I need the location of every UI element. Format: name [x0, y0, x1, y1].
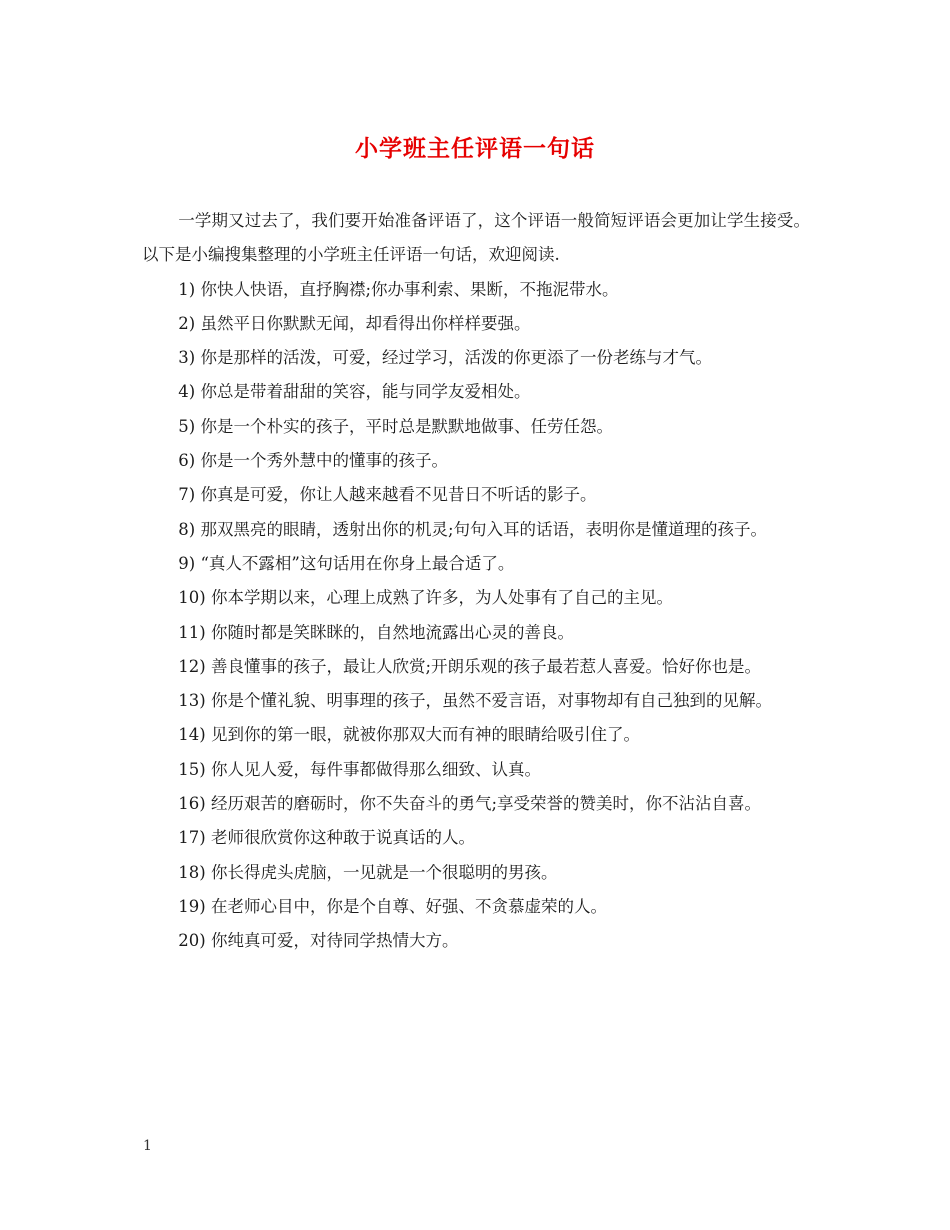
list-item	[142, 856, 810, 890]
item-text: 你本学期以来，心理上成熟了许多，为人处事有了自己的主见。	[210, 588, 673, 608]
list-item	[142, 547, 810, 581]
list-item	[142, 410, 810, 444]
list-item	[142, 890, 810, 924]
item-number: 8)	[178, 519, 196, 539]
list-item	[142, 513, 810, 547]
item-text: 你真是可爱，你让人越来越看不见昔日不听话的影子。	[200, 485, 597, 505]
list-item	[142, 718, 810, 752]
item-text: 善良懂事的孩子，最让人欣赏;开朗乐观的孩子最若惹人喜爱。恰好你也是。	[210, 656, 762, 676]
item-number: 2)	[178, 313, 196, 333]
item-number: 18)	[178, 862, 206, 882]
list-item	[142, 307, 810, 341]
item-number: 11)	[178, 622, 206, 642]
item-text: 你是一个秀外慧中的懂事的孩子。	[200, 451, 448, 471]
list-item	[142, 341, 810, 375]
list-item	[142, 684, 810, 718]
item-number: 6)	[178, 451, 196, 471]
item-text: “真人不露相”这句话用在你身上最合适了。	[200, 553, 515, 573]
item-text: 你长得虎头虎脑，一见就是一个很聪明的男孩。	[210, 862, 558, 882]
item-number: 1)	[178, 279, 196, 299]
item-text: 经历艰苦的磨砺时，你不失奋斗的勇气;享受荣誉的赞美时，你不沾沾自喜。	[210, 794, 762, 814]
item-text: 你快人快语，直抒胸襟;你办事利索、果断，不拖泥带水。	[200, 279, 619, 299]
item-number: 5)	[178, 416, 196, 436]
item-text: 你总是带着甜甜的笑容，能与同学友爱相处。	[200, 382, 531, 402]
item-number: 14)	[178, 725, 206, 745]
list-item	[142, 821, 810, 855]
list-item	[142, 787, 810, 821]
item-text: 虽然平日你默默无闻，却看得出你样样要强。	[200, 313, 531, 333]
list-item	[142, 924, 810, 958]
item-number: 20)	[178, 931, 206, 951]
page-title: 小学班主任评语一句话	[355, 135, 595, 162]
item-text: 你人见人爱，每件事都做得那么细致、认真。	[210, 759, 541, 779]
item-number: 15)	[178, 759, 206, 779]
list-item	[142, 650, 810, 684]
item-text: 在老师心目中，你是个自尊、好强、不贪慕虚荣的人。	[210, 896, 607, 916]
list-item	[142, 616, 810, 650]
item-text: 你是那样的活泼，可爱，经过学习，活泼的你更添了一份老练与才气。	[200, 348, 712, 368]
item-number: 17)	[178, 828, 206, 848]
list-item	[142, 581, 810, 615]
item-text: 那双黑亮的眼睛，透射出你的机灵;句句入耳的话语，表明你是懂道理的孩子。	[200, 519, 768, 539]
document-body	[142, 204, 810, 959]
list-item	[142, 375, 810, 409]
item-text: 你纯真可爱，对待同学热情大方。	[210, 931, 459, 951]
item-text: 见到你的第一眼，就被你那双大而有神的眼睛给吸引住了。	[210, 725, 640, 745]
item-number: 7)	[178, 485, 196, 505]
item-text: 你是个懂礼貌、明事理的孩子，虽然不爱言语，对事物却有自己独到的见解。	[210, 691, 772, 711]
item-text: 你随时都是笑眯眯的，自然地流露出心灵的善良。	[210, 622, 574, 642]
item-number: 13)	[178, 691, 206, 711]
item-number: 10)	[178, 588, 206, 608]
item-number: 4)	[178, 382, 196, 402]
list-item	[142, 444, 810, 478]
intro-paragraph: 一学期又过去了，我们要开始准备评语了，这个评语一般简短评语会更加让学生接受。以下是小编搜集整理的小学班主任评语一句话，欢迎阅读.	[142, 211, 810, 265]
item-number: 3)	[178, 348, 196, 368]
item-number: 19)	[178, 896, 206, 916]
comment-list	[142, 273, 810, 959]
list-item	[142, 753, 810, 787]
item-number: 16)	[178, 794, 206, 814]
list-item	[142, 478, 810, 512]
item-number: 12)	[178, 656, 206, 676]
item-number: 9)	[178, 553, 196, 573]
page-number: 1	[143, 1138, 152, 1154]
list-item	[142, 273, 810, 307]
item-text: 老师很欣赏你这种敢于说真话的人。	[210, 828, 475, 848]
item-text: 你是一个朴实的孩子，平时总是默默地做事、任劳任怨。	[200, 416, 613, 436]
